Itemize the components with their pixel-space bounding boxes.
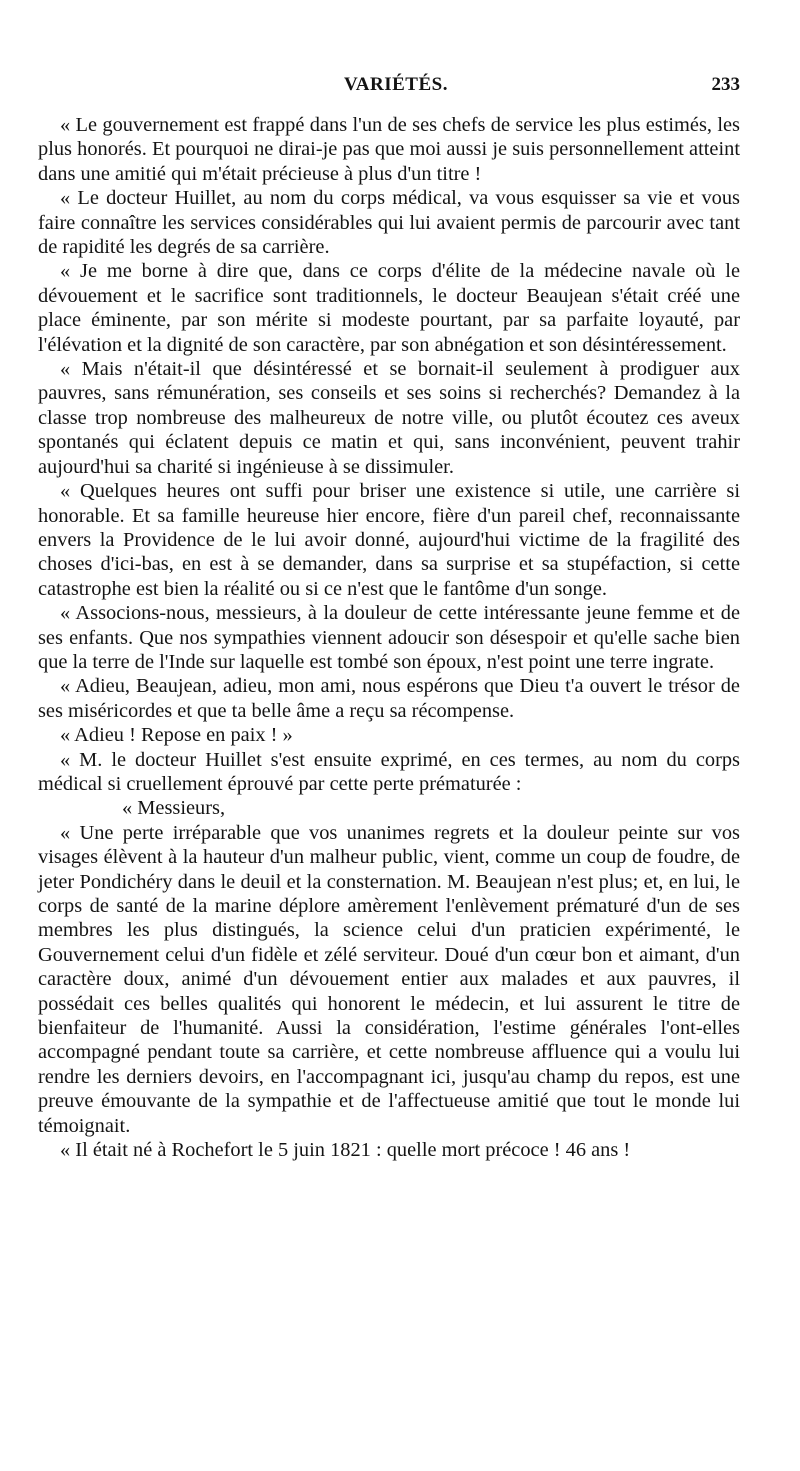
- paragraph-salutation: « Messieurs,: [122, 797, 226, 820]
- page-header: [52, 74, 740, 104]
- page-number: 233: [711, 74, 740, 95]
- paragraph-huillet-speech-intro: « M. le docteur Huillet s'est ensuite exprimé, en ces termes, au nom du corps médical si cruellement éprouvé par cette perte prématurée :: [38, 748, 740, 795]
- paragraph-government-grief: « Le gouvernement est frappé dans l'un de ses chefs de service les plus estimés, les plus honorés. Et pourquoi ne dirai-je pas que moi aussi je suis personnellement atteint dans une amitié qui m'était précieuse à plus d'un titre !: [38, 114, 740, 185]
- paragraph-eulogy: « Une perte irréparable que vos unanimes regrets et la douleur peinte sur vos visages élèvent à la hauteur d'un malheur public, vient, comme un coup de foudre, de jeter Pondichéry dans le deuil et la consternation. M. Beaujean n'est plus; et, en lui, le corps de santé de la marine déplore amèrement l'enlèvement prématuré d'un de ses membres les plus distingués, la science celui d'un praticien expérimenté, le Gouvernement celui d'un fidèle et zélé serviteur. Doué d'un cœur bon et aimant, d'un caractère doux, animé d'un dévouement entier aux malades et aux pauvres, il possédait ces belles qualités qui honorent le médecin, et lui assurent le titre de bienfaiteur de l'humanité. Aussi la considération, l'estime générales l'ont-elles accompagné pendant toute sa carrière, et cette nombreuse affluence qui a voulu lui rendre les derniers devoirs, en l'accompagnant ici, jusqu'au champ du repos, est une preuve émouvante de la sympathie et de l'affectueuse amitié que tout le monde lui témoignait.: [38, 821, 740, 1137]
- paragraph-family: « Quelques heures ont suffi pour briser une existence si utile, une carrière si honorable. Et sa famille heureuse hier encore, fière d'un pareil chef, reconnaissante envers la Providence de le lui avoir donné, aujourd'hui victime de la fragilité des choses d'ici-bas, en est à se demander, dans sa surprise et sa stupéfaction, si cette catastrophe est bien la réalité ou si ce n'est que le fantôme d'un songe.: [38, 480, 740, 600]
- paragraph-farewell: « Adieu, Beaujean, adieu, mon ami, nous espérons que Dieu t'a ouvert le trésor de ses miséricordes et que ta belle âme a reçu sa récompense.: [38, 675, 740, 722]
- body-text: [38, 113, 740, 1162]
- paragraph-huillet-introduction: « Le docteur Huillet, au nom du corps médical, va vous esquisser sa vie et vous faire connaître les services considérables qui lui avaient permis de parcourir avec tant de rapidité les degrés de sa carrière.: [38, 187, 740, 259]
- paragraph-birth: « Il était né à Rochefort le 5 juin 1821 : quelle mort précoce ! 46 ans !: [60, 1139, 631, 1162]
- paragraph-naval-medicine: « Je me borne à dire que, dans ce corps d'élite de la médecine navale où le dévouement et le sacrifice sont traditionnels, le docteur Beaujean s'était créé une place éminente, par son mérite si modeste pourtant, par sa parfaite loyauté, par l'élévation et la dignité de son caractère, par son abnégation et son désintéressement.: [38, 260, 740, 356]
- paragraph-rest-in-peace: « Adieu ! Repose en paix ! »: [60, 724, 293, 747]
- running-title: VARIÉTÉS.: [344, 74, 448, 95]
- paragraph-charity: « Mais n'était-il que désintéressé et se bornait-il seulement à prodiguer aux pauvres, sans rémunération, ses conseils et ses soins si recherchés? Demandez à la classe trop nombreuse des malheureux de notre ville, ou plutôt écoutez ces aveux spontanés qui éclatent depuis ce matin et qui, sans inconvénient, peuvent trahir aujourd'hui sa charité si ingénieuse à se dissimuler.: [38, 358, 740, 478]
- paragraph-condolences: « Associons-nous, messieurs, à la douleur de cette intéressante jeune femme et de ses enfants. Que nos sympathies viennent adoucir son désespoir et qu'elle sache bien que la terre de l'Inde sur laquelle est tombé son époux, n'est point une terre ingrate.: [38, 602, 740, 673]
